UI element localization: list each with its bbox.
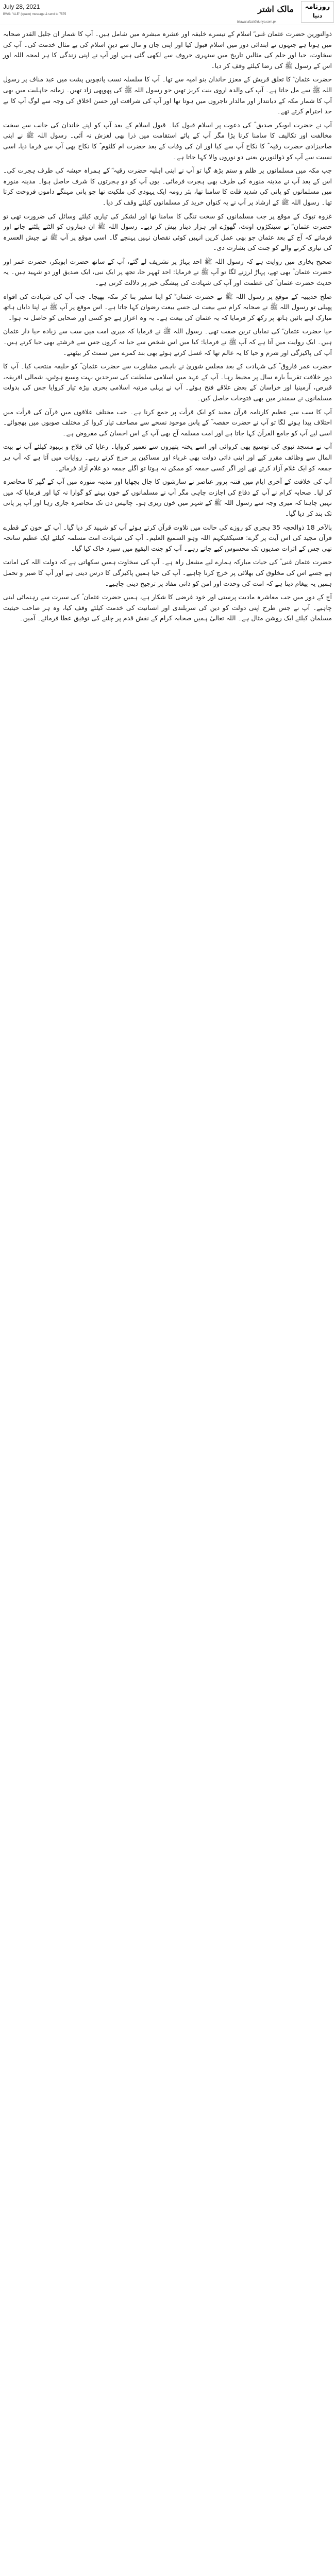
- sms-byline: BWS: "ALE" (space) message & send to 7575: [3, 13, 66, 16]
- article-paragraph: حضرت عمر فاروق ؓ کی شہادت کے بعد مجلس شوریٰ نے باہمی مشاورت سے حضرت عثمان ؓ کو خلیفہ منتخب کیا۔ آپ کا دور خلافت تقریباً بارہ سال پر محیط رہا۔ آپ کے عہد میں اسلامی سلطنت کی سرحدیں بہت وسیع ہوئیں، شمالی افریقہ، قبرص، آرمینیا اور خراسان کے بعض علاقے فتح ہوئے۔ آپ نے پہلی مرتبہ اسلامی بحری بیڑہ تیار کروایا جس کی بدولت مسلمانوں نے سمندر میں بھی فتوحات حاصل کیں۔: [3, 362, 332, 402]
- article-column: [3, 29, 332, 627]
- logo-bottom-text: دنیا: [312, 12, 323, 19]
- article-paragraph: آج کے دور میں جب معاشرہ مادیت پرستی اور خود غرضی کا شکار ہے، ہمیں حضرت عثمان ؓ کی سیرت سے رہنمائی لینی چاہیے۔ آپ نے جس طرح اپنی دولت کو دین کی سربلندی اور انسانیت کی خدمت کیلئے وقف کیا، وہ ہر صاحب حیثیت مسلمان کیلئے ایک روشن مثال ہے۔ اللہ تعالیٰ ہمیں صحابہ کرام کے نقش قدم پر چلنے کی توفیق عطا فرمائے۔ آمین۔: [3, 593, 332, 622]
- article-paragraph: حیا حضرت عثمان ؓ کی نمایاں ترین صفت تھی۔ رسول اللہ ﷺ نے فرمایا کہ میری امت میں سب سے زیادہ حیا دار عثمان ہیں۔ ایک روایت میں آتا ہے کہ آپ ﷺ نے فرمایا: کیا میں اس شخص سے حیا نہ کروں جس سے فرشتے بھی حیا کرتے ہیں۔ آپ کی پاکیزگی اور شرم و حیا کا یہ عالم تھا کہ غسل کرتے ہوئے بھی بند کمرے میں سمٹ کر بیٹھتے۔: [3, 327, 332, 357]
- article-paragraph: آپ نے حضرت ابوبکر صدیق ؓ کی دعوت پر اسلام قبول کیا۔ قبول اسلام کے بعد آپ کو اپنے خاندان کی جانب سے سخت مخالفت اور تکالیف کا سامنا کرنا پڑا مگر آپ کے پائے استقامت میں ذرا بھی لغزش نہ آئی۔ رسول اللہ ﷺ نے اپنی صاحبزادی حضرت رقیہ ؓ کا نکاح آپ سے کیا اور ان کی وفات کے بعد حضرت ام کلثوم ؓ کا نکاح بھی آپ سے فرما دیا، اسی نسبت سے آپ کو ذوالنورین یعنی دو نوروں والا کہا جاتا ہے۔: [3, 121, 332, 161]
- article-paragraph: حضرت عثمان ؓ کا تعلق قریش کے معزز خاندان بنو امیہ سے تھا۔ آپ کا سلسلہ نسب پانچویں پشت میں عبد مناف پر رسول اللہ ﷺ سے مل جاتا ہے۔ آپ کی والدہ اروی بنت کریز تھیں جو رسول اللہ ﷺ کی پھوپھی زاد تھیں۔ زمانہ جاہلیت میں بھی آپ کا شمار مکہ کے دیانتدار اور مالدار تاجروں میں ہوتا تھا اور آپ کی شرافت اور حسن اخلاق کی وجہ سے لوگ آپ کا بے حد احترام کرتے تھے۔: [3, 75, 332, 115]
- article-paragraph: صلح حدیبیہ کے موقع پر رسول اللہ ﷺ نے حضرت عثمان ؓ کو اپنا سفیر بنا کر مکہ بھیجا۔ جب آپ کی شہادت کی افواہ پھیلی تو رسول اللہ ﷺ نے صحابہ کرام سے بیعت لی جسے بیعت رضوان کہا جاتا ہے۔ اس موقع پر آپ ﷺ نے اپنا دایاں ہاتھ مبارک اپنے بائیں ہاتھ پر رکھ کر فرمایا کہ یہ عثمان کی بیعت ہے۔ یہ وہ اعزاز ہے جو کسی اور صحابی کو حاصل نہ ہوا۔: [3, 292, 332, 321]
- publish-date: July 28, 2021: [3, 3, 40, 10]
- article-paragraph: حضرت عثمان غنی ؓ کی حیات مبارکہ ہمارے لیے مشعل راہ ہے۔ آپ کی سخاوت ہمیں سکھاتی ہے کہ دولت اللہ کی امانت ہے جسے اس کی مخلوق کی بھلائی پر خرچ کرنا چاہیے۔ آپ کی حیا ہمیں پاکیزگی کا درس دیتی ہے اور آپ کا صبر و تحمل ہمیں یہ پیغام دیتا ہے کہ امت کی وحدت اور امن کو ذاتی مفاد پر ترجیح دینی چاہیے۔: [3, 558, 332, 587]
- article-paragraph: بالآخر 18 ذوالحجہ 35 ہجری کو روزے کی حالت میں تلاوت قرآن کرتے ہوئے آپ کو شہید کر دیا گیا۔ آپ کے خون کے قطرے قرآن مجید کی اس آیت پر گرے: فسیکفیکہم اللہ وہو السمیع العلیم۔ آپ کی شہادت امت مسلمہ کیلئے ایک عظیم سانحہ تھی جس کے اثرات صدیوں تک محسوس کیے جاتے رہے۔ آپ کو جنت البقیع میں سپرد خاک کیا گیا۔: [3, 523, 332, 552]
- newspaper-logo: [301, 1, 334, 23]
- article-paragraph: صحیح بخاری میں روایت ہے کہ رسول اللہ ﷺ احد پہاڑ پر تشریف لے گئے، آپ کے ساتھ حضرت ابوبکر، حضرت عمر اور حضرت عثمان ؓ بھی تھے، پہاڑ لرزنے لگا تو آپ ﷺ نے فرمایا: احد ٹھہر جا، تجھ پر ایک نبی، ایک صدیق اور دو شہید ہیں۔ یہ حدیث حضرت عثمان ؓ کی عظمت اور آپ کی شہادت کی پیشگی خبر پر دلالت کرتی ہے۔: [3, 257, 332, 287]
- article-paragraph: آپ نے مسجد نبوی کی توسیع بھی کروائی اور اسے پختہ پتھروں سے تعمیر کروایا۔ رعایا کی فلاح و بہبود کیلئے آپ نے بیت المال سے وظائف مقرر کیے اور اپنی ذاتی دولت بھی غرباء اور مساکین پر خرچ کرتے رہے۔ روایات میں آتا ہے کہ آپ ہر جمعہ کو ایک غلام آزاد کرتے تھے اور اگر کسی جمعہ کو ممکن نہ ہوتا تو اگلے جمعہ دو غلام آزاد فرماتے۔: [3, 443, 332, 472]
- article-paragraph: جب مکہ میں مسلمانوں پر ظلم و ستم بڑھ گیا تو آپ نے اپنی اہلیہ حضرت رقیہ ؓ کے ہمراہ حبشہ کی طرف ہجرت کی۔ اس کے بعد آپ نے مدینہ منورہ کی طرف بھی ہجرت فرمائی۔ یوں آپ کو دو ہجرتوں کا شرف حاصل ہوا۔ مدینہ منورہ میں مسلمانوں کو پانی کی شدید قلت کا سامنا تھا، بئر رومہ ایک یہودی کی ملکیت تھا جو پانی مہنگے داموں فروخت کرتا تھا۔ رسول اللہ ﷺ کے ارشاد پر آپ نے یہ کنواں خرید کر مسلمانوں کیلئے وقف کر دیا۔: [3, 166, 332, 206]
- article-paragraph: ذوالنورین حضرت عثمان غنی ؓ اسلام کے تیسرے خلیفہ اور عشرہ مبشرہ میں شامل ہیں۔ آپ کا شمار ان جلیل القدر صحابہ میں ہوتا ہے جنہوں نے ابتدائی دور میں اسلام قبول کیا اور اپنی جان و مال سے دینِ اسلام کی بے مثال خدمت کی۔ آپ کی سخاوت، حیا اور حلم کی مثالیں تاریخ میں سنہری حروف سے لکھی گئی ہیں اور آپ نے اپنی زندگی کا ہر لمحہ اللہ اور اس کے رسول ﷺ کی رضا کیلئے وقف کر دیا۔: [3, 30, 332, 70]
- logo-top-text: روزنامہ: [305, 3, 330, 11]
- article-paragraph: غزوہ تبوک کے موقع پر جب مسلمانوں کو سخت تنگی کا سامنا تھا اور لشکر کی تیاری کیلئے وسائل کی ضرورت تھی تو حضرت عثمان ؓ نے سینکڑوں اونٹ، گھوڑے اور ہزار دینار پیش کر دیے۔ رسول اللہ ﷺ ان دیناروں کو الٹتے پلٹتے جاتے اور فرماتے کہ آج کے بعد عثمان جو بھی عمل کریں انہیں کوئی نقصان نہیں پہنچے گا۔ اسی موقع پر آپ ﷺ نے جیش العسرہ کی تیاری کرنے والے کو جنت کی بشارت دی۔: [3, 212, 332, 252]
- article-paragraph: آپ کی خلافت کے آخری ایام میں فتنہ پرور عناصر نے سازشوں کا جال بچھایا اور مدینہ منورہ میں آپ کے گھر کا محاصرہ کر لیا۔ صحابہ کرام نے آپ کے دفاع کی اجازت چاہی مگر آپ نے مسلمانوں کے خون بہنے کو گوارا نہ کیا اور فرمایا کہ میں نہیں چاہتا کہ میری وجہ سے رسول اللہ ﷺ کے شہر میں خون ریزی ہو۔ چالیس دن تک محاصرہ جاری رہا اور آپ پر پانی تک بند کر دیا گیا۔: [3, 478, 332, 517]
- column-title: مالک اشتر: [258, 4, 294, 14]
- newspaper-header: [0, 0, 335, 25]
- author-email: bilawal.afzal@dunya.com.pk: [237, 21, 277, 24]
- article-paragraph: آپ کا سب سے عظیم کارنامہ قرآن مجید کو ایک قرأت پر جمع کرنا ہے۔ جب مختلف علاقوں میں قرآن کی قرأت میں اختلاف پیدا ہونے لگا تو آپ نے حضرت حفصہ ؓ کے پاس موجود نسخے سے مصاحف تیار کروا کر مختلف صوبوں میں بھجوائے۔ اسی لیے آپ کو جامع القرآن کہا جاتا ہے اور امت مسلمہ آج بھی آپ کے اس احسان کی مقروض ہے۔: [3, 408, 332, 437]
